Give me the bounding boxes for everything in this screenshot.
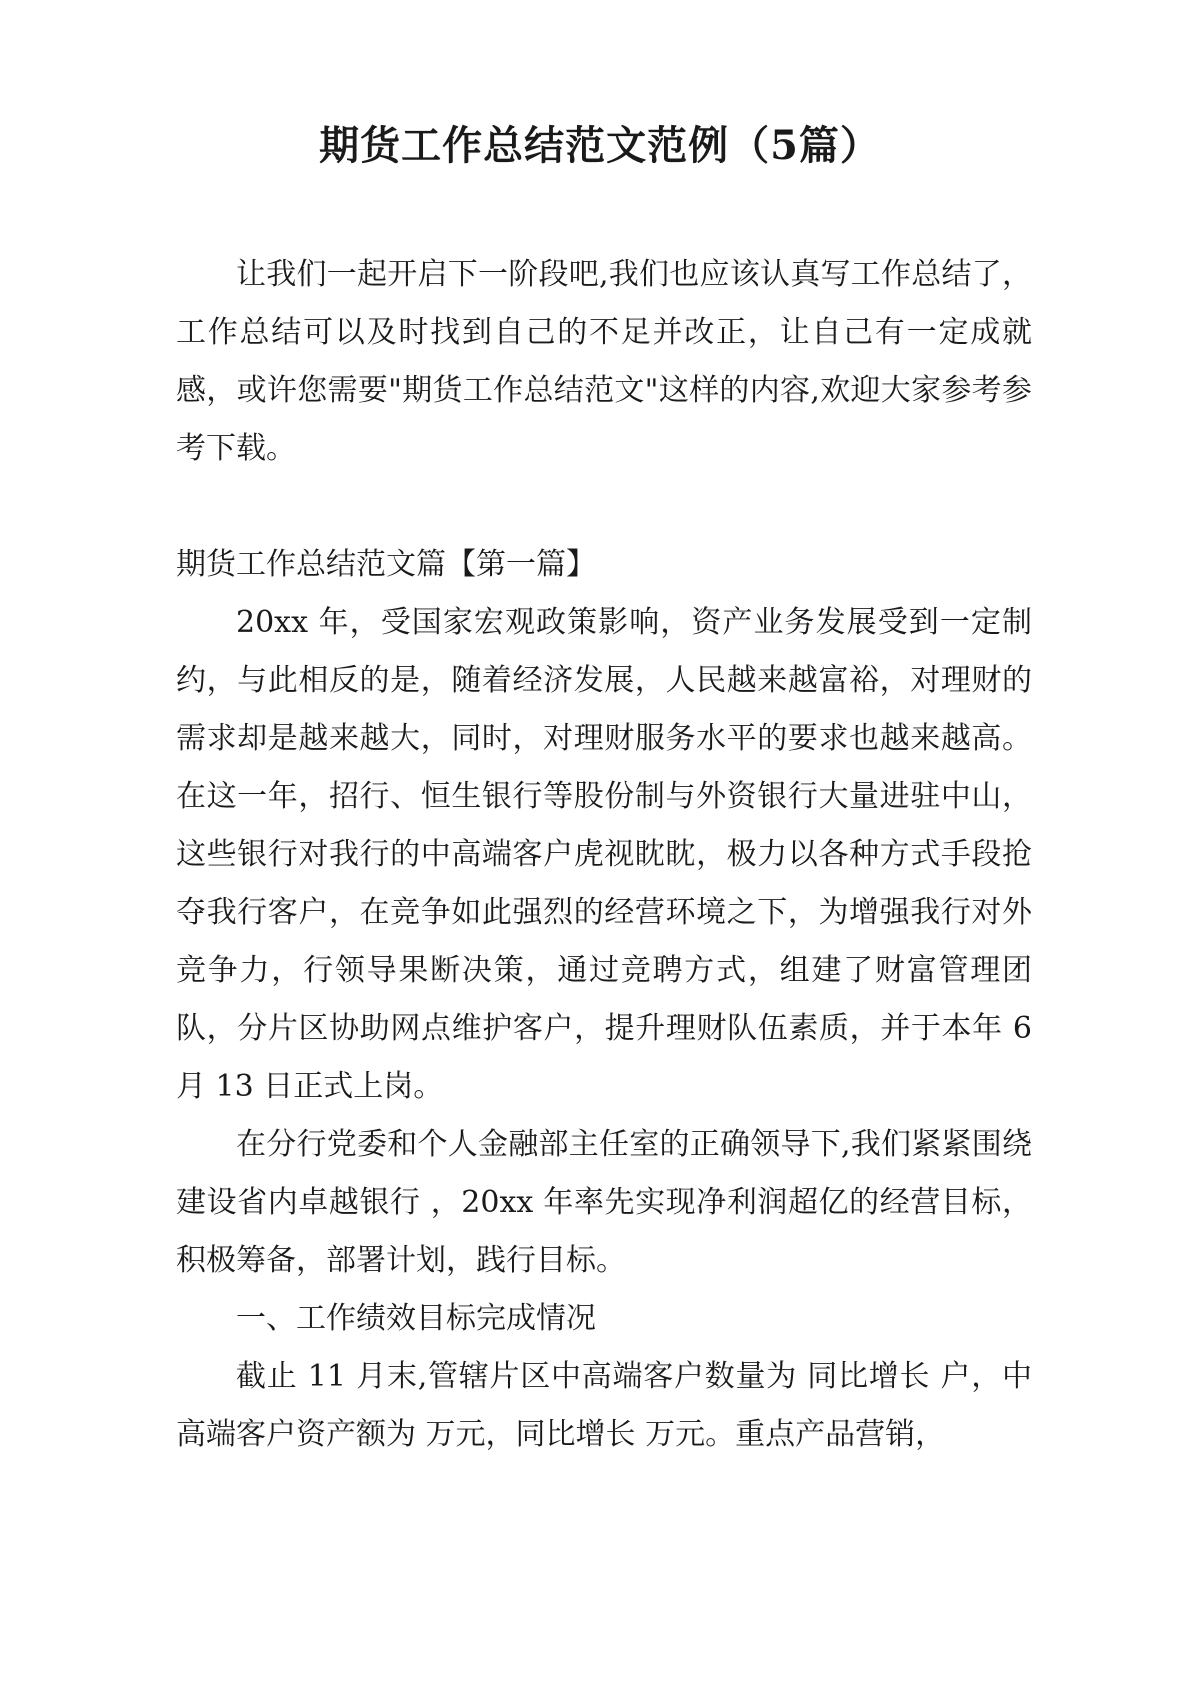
document-body <box>176 246 1032 1464</box>
body-paragraph: 20xx 年，受国家宏观政策影响，资产业务发展受到一定制约，与此相反的是，随着经济发展，人民越来越富裕，对理财的需求却是越来越大，同时，对理财服务水平的要求也越来越高。在这一年，招行、恒生银行等股份制与外资银行大量进驻中山，这些银行对我行的中高端客户虎视眈眈，极力以各种方式手段抢夺我行客户，在竞争如此强烈的经营环境之下，为增强我行对外竞争力，行领导果断决策，通过竞聘方式，组建了财富管理团队，分片区协助网点维护客户，提升理财队伍素质，并于本年 6 月 13 日正式上岗。 <box>176 605 1032 1104</box>
body-paragraph: 截止 11 月末,管辖片区中高端客户数量为 同比增长 户，中高端客户资产额为 万元，同比增长 万元。重点产品营销， <box>176 1359 1032 1452</box>
intro-paragraph: 让我们一起开启下一阶段吧,我们也应该认真写工作总结了，工作总结可以及时找到自己的不足并改正，让自己有一定成就感，或许您需要"期货工作总结范文"这样的内容,欢迎大家参考参考下载。 <box>176 257 1032 466</box>
section-heading: 期货工作总结范文篇【第一篇】 <box>176 547 596 582</box>
subsection-heading: 一、工作绩效目标完成情况 <box>236 1301 596 1336</box>
document-title: 期货工作总结范文范例（5篇） <box>319 122 881 169</box>
body-paragraph: 在分行党委和个人金融部主任室的正确领导下,我们紧紧围绕 建设省内卓越银行 ，20xx 年率先实现净利润超亿的经营目标，积极筹备，部署计划，践行目标。 <box>176 1127 1032 1278</box>
